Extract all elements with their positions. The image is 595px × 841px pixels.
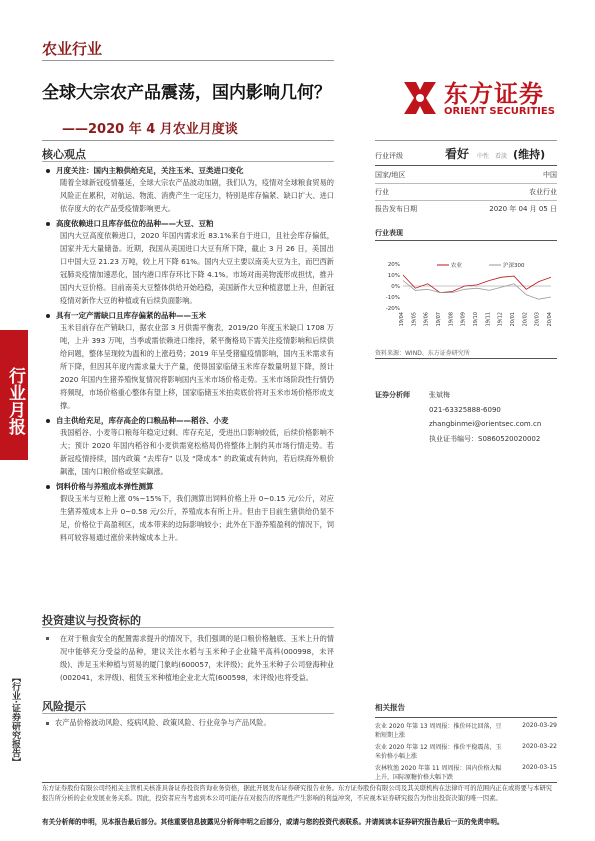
rating-panel [375, 145, 557, 214]
risk-text: 农产品价格波动风险、疫病风险、政策风险、行业竞争与产品风险。 [46, 716, 334, 729]
point-text: 假设玉米与豆粕上涨 0%~15%下，我们测算出饲料价格上升 0~0.15 元/公斤，对应生猪养殖成本上升 0~0.58 元/公斤，养殖成本有所上升。但由于目前生猪供给仍显不足，价格位于高盈利区，成本带来的边际影响较小；此外在下游养殖盈利的情况下，饲料可较容易通过涨价来转嫁成本上升。 [60, 494, 334, 542]
report-title: 全球大宗农产品震荡，国内影响几何？ [42, 83, 331, 103]
x-tick-label: 19/07 [436, 312, 442, 327]
chart-rule [375, 240, 557, 241]
header-rule [42, 60, 334, 61]
rating-status: (维持) [513, 148, 546, 161]
y-tick-label: -20% [385, 306, 400, 312]
title-rule [42, 140, 334, 141]
series-line-0 [403, 275, 551, 293]
chart-bottom-rule [375, 358, 557, 359]
info-row: 国家/地区 中国 [375, 171, 557, 179]
y-tick-label: 20% [387, 262, 400, 268]
rating-label: 行业评级 [375, 152, 403, 160]
related-heading: 相关报告 [375, 703, 405, 712]
bullet-icon [46, 419, 50, 423]
x-tick-label: 19/11 [485, 312, 492, 327]
invest-text: 在对于粮食安全的配置需求提升的情况下，我们强调的是口粮价格触底、玉米上升的情况中能够充分受益的品种，建议关注水稻与玉米种子企业隆平高科(000998，未评级)、涉足玉米种植与贸易的厦门象屿(600057，未评级)；此外玉米种子公司登海种业(002041，未评级)、租赁玉米种植地企业北大荒(600598，未评级)也将受益。 [46, 632, 334, 684]
report-type-banner: 行业月报 [0, 330, 28, 460]
analyst-panel [375, 390, 557, 444]
x-tick-label: 19/04 [399, 312, 405, 327]
x-tick-label: 19/05 [411, 312, 418, 327]
chart-title: 行业表现 [375, 229, 403, 237]
x-tick-label: 20/04 [547, 312, 553, 327]
analyst-name: 张斌梅 [429, 391, 450, 399]
rating-option-negative: 看淡 [495, 153, 508, 160]
x-tick-label: 19/08 [448, 312, 455, 327]
y-tick-label: -10% [385, 295, 400, 301]
x-tick-label: 19/06 [423, 312, 430, 327]
x-tick-label: 20/02 [522, 312, 529, 327]
logo-mark-icon [400, 78, 440, 118]
chart-source: 资料来源：WIND、东方证券研究所 [375, 350, 470, 357]
point-title: 自主供给充足，库存高企的口粮品种——稻谷、小麦 [46, 415, 334, 426]
y-tick-label: 0% [391, 284, 400, 290]
analyst-phone: 021-63325888-6090 [429, 406, 501, 414]
side-rule [375, 140, 557, 141]
y-tick-label: 10% [387, 273, 400, 279]
x-tick-label: 19/12 [497, 312, 504, 327]
invest-heading-rule [42, 627, 334, 628]
related-item[interactable]: 农业 2020 年第 13 周周报：推价环比回落，豆粕短期上涨 2020-03-29 [375, 722, 557, 739]
performance-chart-svg [375, 258, 557, 342]
bullet-icon [46, 485, 50, 489]
x-tick-label: 20/01 [510, 312, 516, 327]
analyst-email[interactable]: zhangbinmei@orientsec.com.cn [429, 420, 542, 428]
invest-heading: 投资建议与投资标的 [42, 614, 141, 627]
bullet-icon [46, 222, 50, 226]
risk-heading: 风险提示 [42, 700, 86, 713]
report-subtitle: ——2020 年 4 月农业月度谈 [62, 122, 238, 137]
footer-disclaimer: 东方证券股份有限公司经相关主管机关核准具备证券投资咨询业务资格，据此开展发布证券研究报告业务。东方证券股份有限公司及其关联机构在法律许可的范围内正在或将要与本研究报告所分析的企业发展业务关系。因此，投资者应当考虑到本公司可能存在对报告的客观性产生影响的利益冲突，不应视本证券研究报告为作出投资决策的唯一因素。 [42, 785, 553, 802]
logo-text-cn: 东方证券 [444, 80, 544, 108]
related-item[interactable]: 农业 2020 年第 12 周周报：推价平稳震荡，玉米价格小幅上涨 2020-03-22 [375, 743, 557, 760]
performance-chart [375, 258, 557, 342]
logo-text-en: ORIENT SECURITIES [444, 106, 555, 117]
related-panel [375, 702, 557, 782]
series-line-1 [403, 281, 551, 300]
point-text: 国内大豆高度依赖进口，2020 年国内需求近 83.1%来自于进口，且社会库存偏低，国家并无大量储备。近期，我国从美国进口大豆有所下降，截止 3 月 26 日，美国出口中国大豆 21.23 万吨，较上月下降 61%。国内大豆主要以南美大豆为主，而巴西新冠肺炎疫情加速恶化，国内港口库存环比下降 4.1%。市场对南美物流形成担忧，推升国内大豆价格。目前南美大豆整体供给开始趋稳，美国新作大豆种植意愿上升，但新冠疫情对新作大豆的种植或有后续负面影响。 [60, 231, 334, 305]
company-logo [400, 72, 560, 130]
analyst-label: 证券分析师 [375, 391, 410, 399]
risk-heading-rule [42, 713, 334, 714]
report-category-tag: 【行业·证券研究报告】 [10, 673, 20, 767]
x-tick-label: 19/09 [460, 312, 467, 327]
footer-notice: 有关分析师的申明，见本报告最后部分。其他重要信息披露见分析师申明之后部分，或请与您的投资代表联系。并请阅读本证券研究报告最后一页的免责申明。 [42, 818, 504, 826]
point-text: 随着全球新冠疫情蔓延，全球大宗农产品波动加剧，我们认为，疫情对全球粮食贸易的风险正在累积，对航运、物流、消费产生一定压力，特别是库存偏紧、缺口扩大、进口依存度大的农产品受疫情影响更大。 [60, 178, 334, 213]
related-item[interactable]: 农林牧渔 2020 年第 11 周周报：国内价格大幅上升，国际原糖价格大幅下跌 2020-03-15 [375, 764, 557, 781]
sector-label: 农业行业 [42, 40, 103, 58]
info-row: 行业 农业行业 [375, 188, 557, 196]
rating-row [375, 145, 557, 161]
core-heading: 核心观点 [42, 148, 86, 161]
rating-option-neutral: 中性 [477, 153, 490, 160]
x-tick-label: 20/03 [534, 312, 541, 327]
invest-block [46, 632, 334, 684]
point-title: 具有一定产需缺口且库存偏紧的品种——玉米 [46, 310, 334, 321]
point-text: 玉米目前存在产销缺口，据农业部 3 月供需平衡表，2019/20 年度玉米缺口 1708 万吨，上升 393 万吨，当季或需依赖进口维持，紧平衡格局下需关注疫情影响和后续供给问题，整体呈现较为温和的上涨趋势；2019 年呈受猪瘟疫情影响，国内玉米需求有所下降，但因其年度内需求量大于产量，使得国家临储玉米库存数量明显下降，预计 2020 年国内生猪养殖恢复情况将影响国内玉米市场价格走势。玉米市场阶段性行情仍将频现，市场价格重心整体有望上移，国家临储玉米拍卖底价将对玉米市场价格形成支撑。 [60, 323, 334, 410]
info-row: 报告发布日期 2020 年 04 月 05 日 [375, 205, 557, 213]
x-tick-label: 19/10 [473, 312, 479, 327]
point-text: 我国稻谷、小麦等口粮每年稳定过剩、库存充足，受进出口影响较低，后续价格影响不大；预计 2020 年国内稻谷和小麦供需宽松格局仍将整体上制约其市场行情走势。若新冠疫情持续，国内政策 “去库存” 以及 “降成本” 的政策或有转向，若后续海外粮价飙涨，国内口粮价格或坚实飙涨。 [60, 428, 334, 476]
core-points [46, 165, 334, 544]
rating-value: 看好 [445, 147, 470, 161]
point-title: 饲料价格与养殖成本弹性测算 [46, 481, 334, 492]
footer-rule [42, 782, 557, 783]
point-title: 月度关注：国内主粮供给充足，关注玉米、豆类进口变化 [46, 165, 334, 176]
analyst-license: 执业证书编号：S0860520020002 [429, 435, 541, 443]
bullet-icon [46, 637, 49, 640]
point-title: 高度依赖进口且库存低位的品种——大豆、豆粕 [46, 218, 334, 229]
rating-rule [375, 165, 557, 166]
bullet-icon [46, 169, 50, 173]
bullet-icon [46, 722, 49, 725]
bullet-icon [46, 314, 50, 318]
legend-label: 沪深300 [503, 263, 525, 269]
legend-label: 农业 [451, 263, 463, 269]
core-heading-rule [42, 161, 334, 162]
